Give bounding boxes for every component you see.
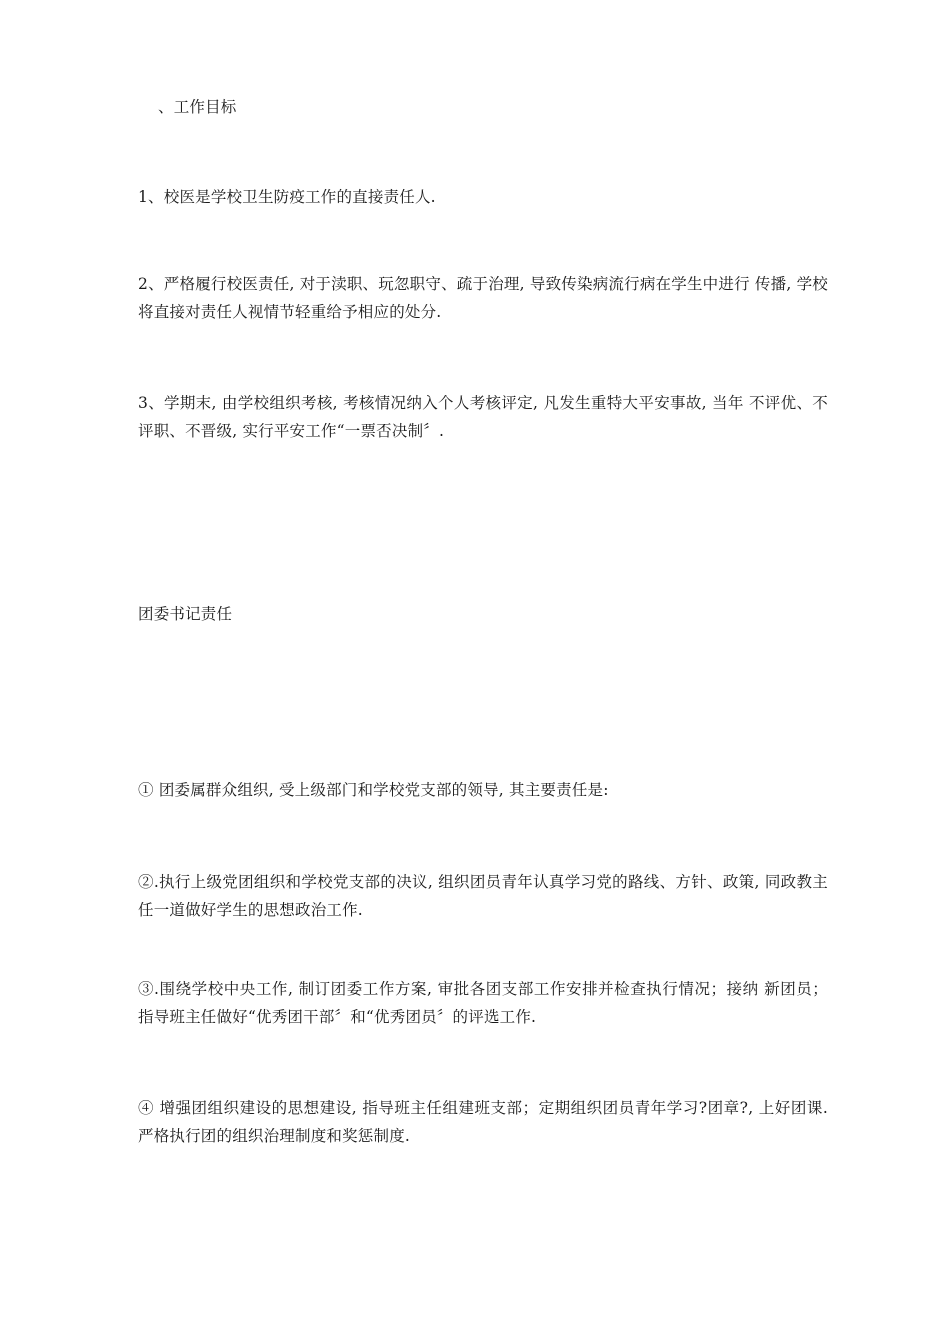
goal-item-2: 2、严格履行校医责任, 对于渎职、玩忽职守、疏于治理, 导致传染病流行病在学生中进行 传播, 学校将直接对责任人视情节轻重给予相应的处分. (138, 275, 828, 321)
goal-item-3: 3、学期末, 由学校组织考核, 考核情况纳入个人考核评定, 凡发生重特大平安事故, 当年 不评优、不评职、不晋级, 实行平安工作“一票否决制〞. (138, 394, 828, 440)
goal-heading: 、工作目标 (158, 98, 237, 116)
league-item-2: ②.执行上级党团组织和学校党支部的决议, 组织团员青年认真学习党的路线、方针、政策, 同政教主任一道做好学生的思想政治工作. (138, 873, 828, 919)
league-item-1: ① 团委属群众组织, 受上级部门和学校党支部的领导, 其主要责任是: (138, 781, 609, 799)
league-item-3: ③.围绕学校中央工作, 制订团委工作方案, 审批各团支部工作安排并检查执行情况；接纳 新团员；指导班主任做好“优秀团干部〞和“优秀团员〞的评选工作. (138, 980, 828, 1026)
goal-item-1: 1、校医是学校卫生防疫工作的直接责任人. (138, 188, 436, 206)
league-heading: 团委书记责任 (138, 605, 233, 623)
league-item-4: ④ 增强团组织建设的思想建设, 指导班主任组建班支部；定期组织团员青年学习?团章?, 上好团课. 严格执行团的组织治理制度和奖惩制度. (138, 1099, 828, 1145)
